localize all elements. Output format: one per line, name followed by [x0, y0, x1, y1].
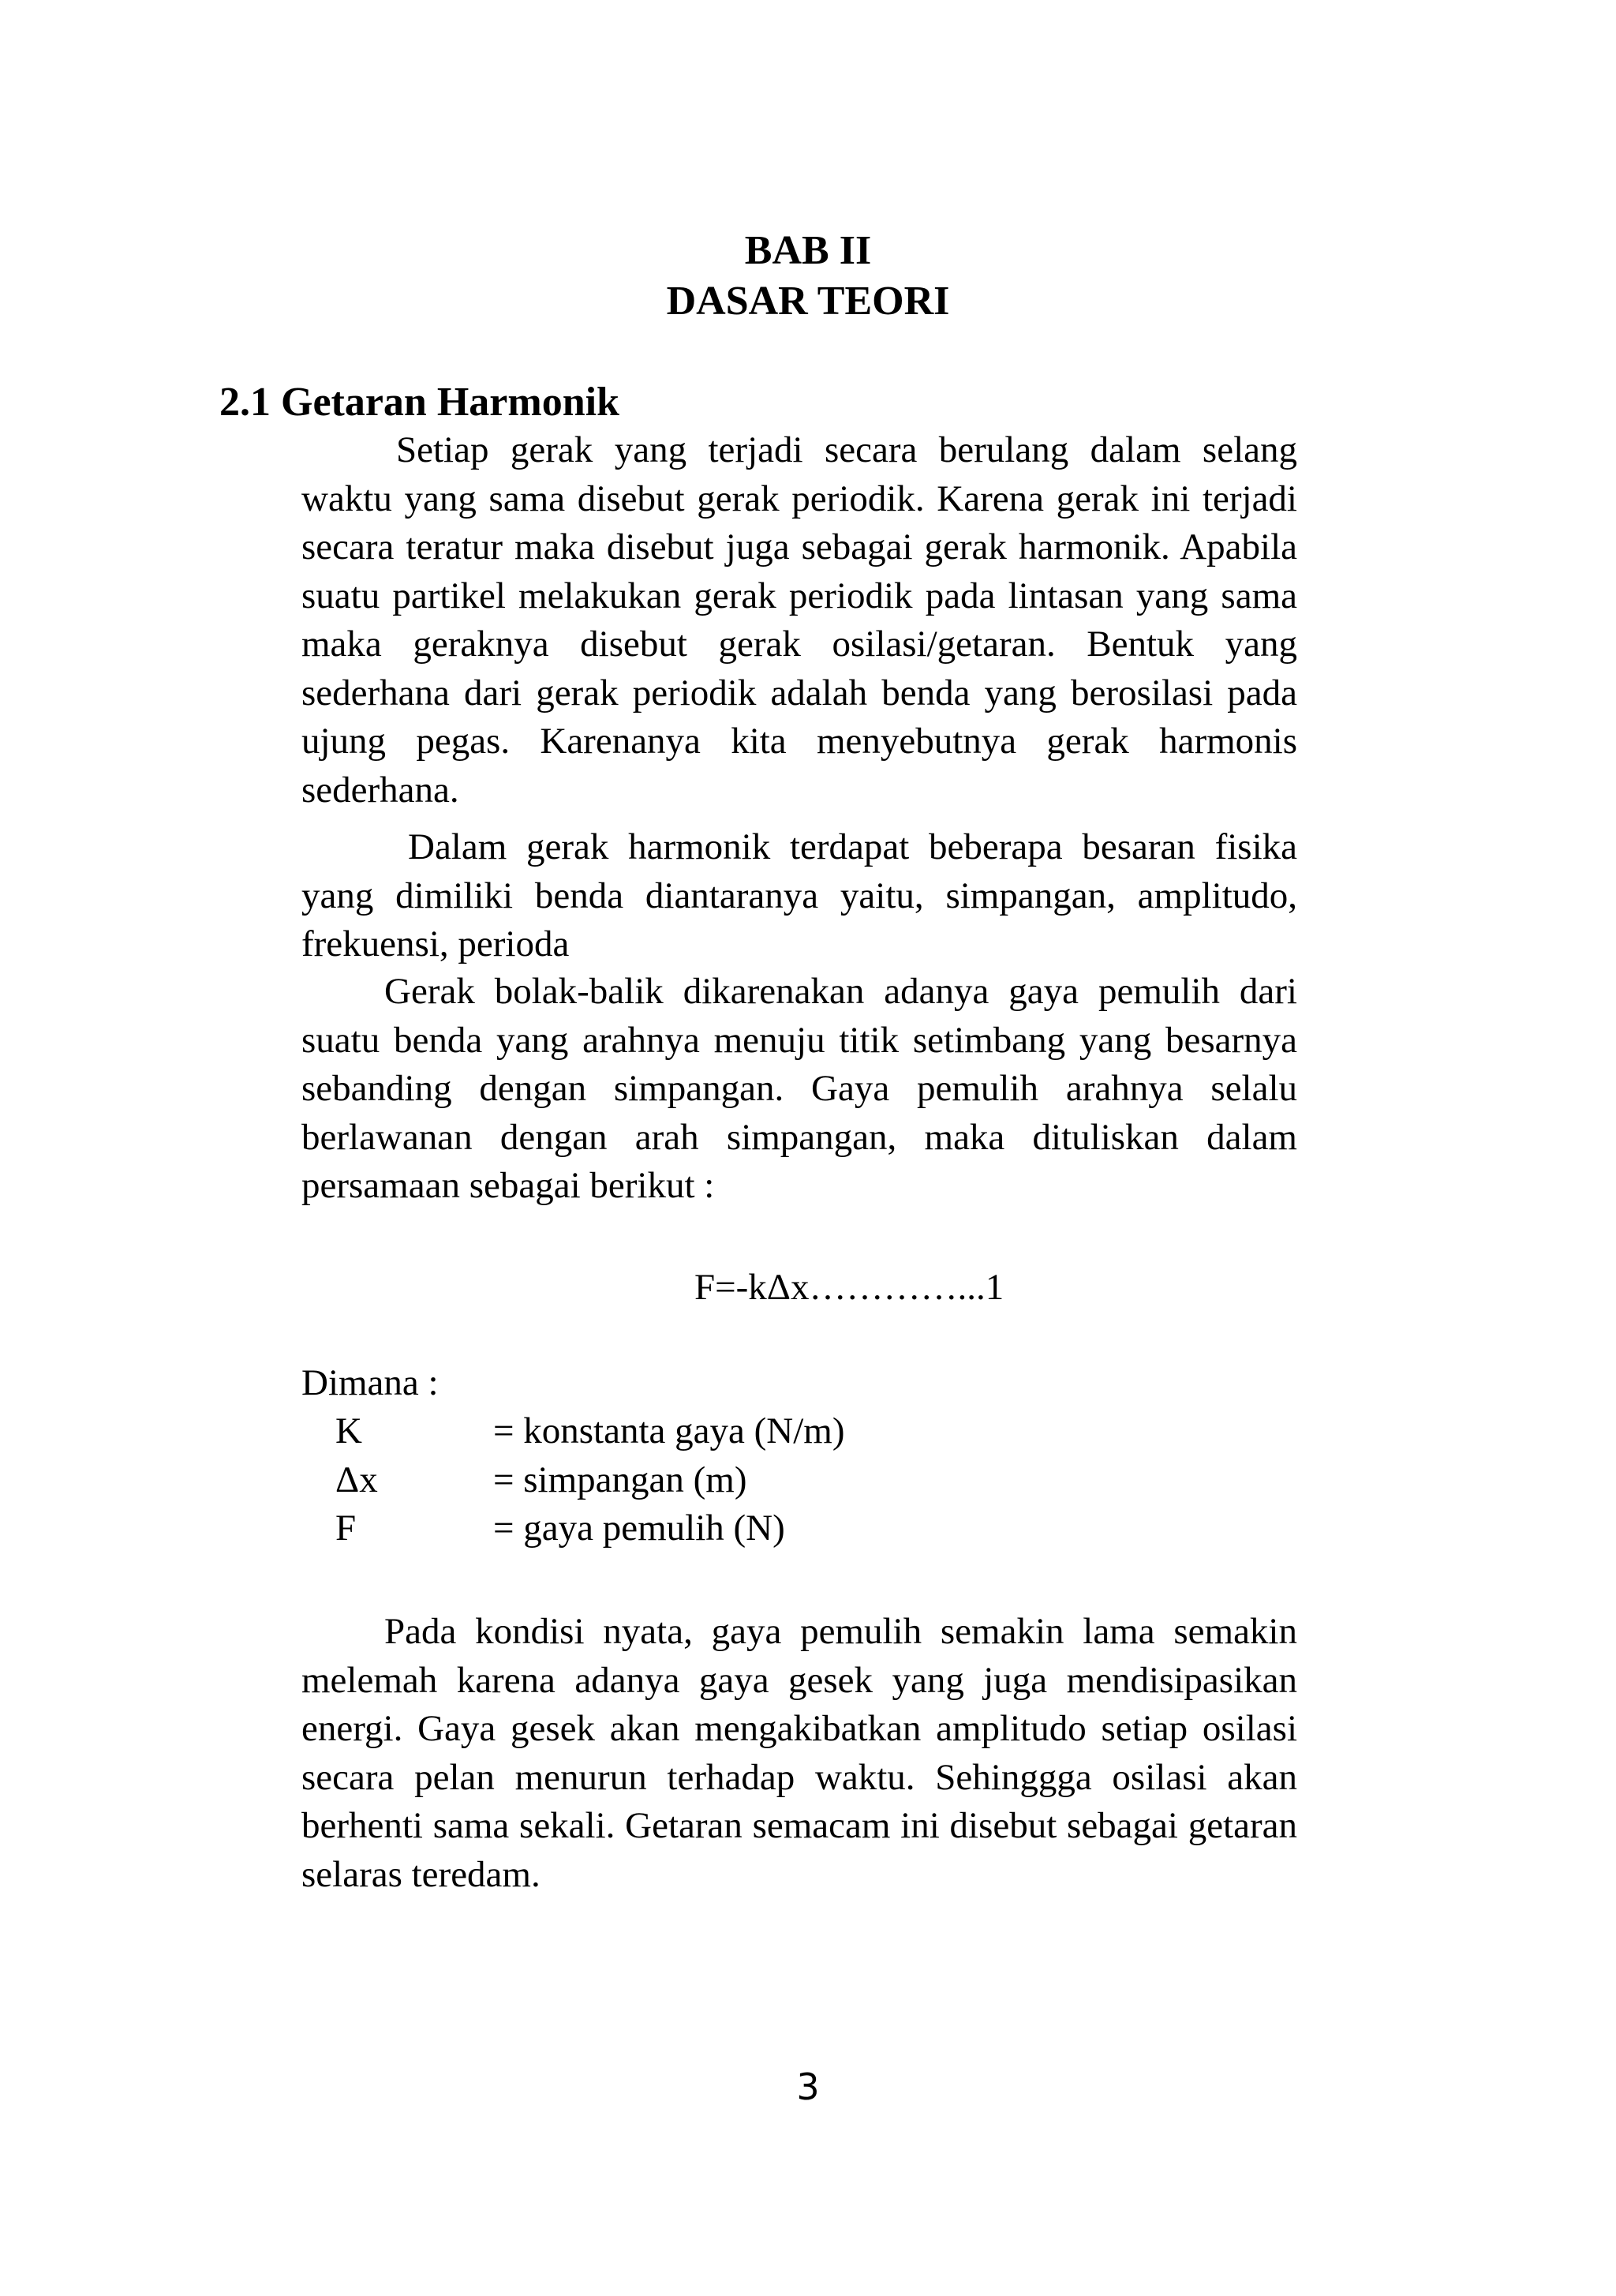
definition-symbol: F	[335, 1508, 357, 1549]
definition-row	[0, 1504, 1616, 1553]
chapter-title: DASAR TEORI	[666, 279, 950, 324]
definition-description: = konstanta gaya (N/m)	[493, 1410, 845, 1451]
page-number: 3	[796, 2066, 820, 2108]
definition-symbol: Δx	[335, 1459, 378, 1500]
where-label: Dimana :	[301, 1362, 439, 1403]
paragraph-1: Setiap gerak yang terjadi secara berulang dalam selang waktu yang sama disebut gerak periodik. Karena gerak ini terjadi secara teratur maka disebut juga sebagai gerak harmonik. Apabila suatu partikel melakukan gerak periodik pada lintasan yang sama maka geraknya disebut gerak osilasi/getaran. Bentuk yang sederhana dari gerak periodik adalah benda yang berosilasi pada ujung pegas. Karenanya kita menyebutnya gerak harmonis sederhana.	[301, 429, 1297, 811]
equation: F=-kΔx…………...1	[694, 1267, 1004, 1308]
paragraph-4: Pada kondisi nyata, gaya pemulih semakin lama semakin melemah karena adanya gaya gesek yang juga mendisipasikan energi. Gaya gesek akan mengakibatkan amplitudo setiap osilasi secara pelan menurun terhadap waktu. Sehinggga osilasi akan berhenti sama sekali. Getaran semacam ini disebut sebagai getaran selaras teredam.	[301, 1611, 1297, 1895]
paragraph-2: Dalam gerak harmonik terdapat beberapa besaran fisika yang dimiliki benda diantaranya yaitu, simpangan, amplitudo, frekuensi, perioda	[301, 826, 1297, 964]
definition-description: = gaya pemulih (N)	[493, 1508, 785, 1549]
chapter-number: BAB II	[744, 228, 872, 273]
definition-symbol: K	[335, 1410, 362, 1451]
definition-description: = simpangan (m)	[493, 1459, 747, 1500]
definition-row	[0, 1407, 1616, 1456]
definition-row	[0, 1456, 1616, 1505]
paragraph-3: Gerak bolak-balik dikarenakan adanya gaya pemulih dari suatu benda yang arahnya menuju titik setimbang yang besarnya sebanding dengan simpangan. Gaya pemulih arahnya selalu berlawanan dengan arah simpangan, maka dituliskan dalam persamaan sebagai berikut :	[301, 971, 1297, 1206]
section-heading: 2.1 Getaran Harmonik	[219, 380, 619, 425]
